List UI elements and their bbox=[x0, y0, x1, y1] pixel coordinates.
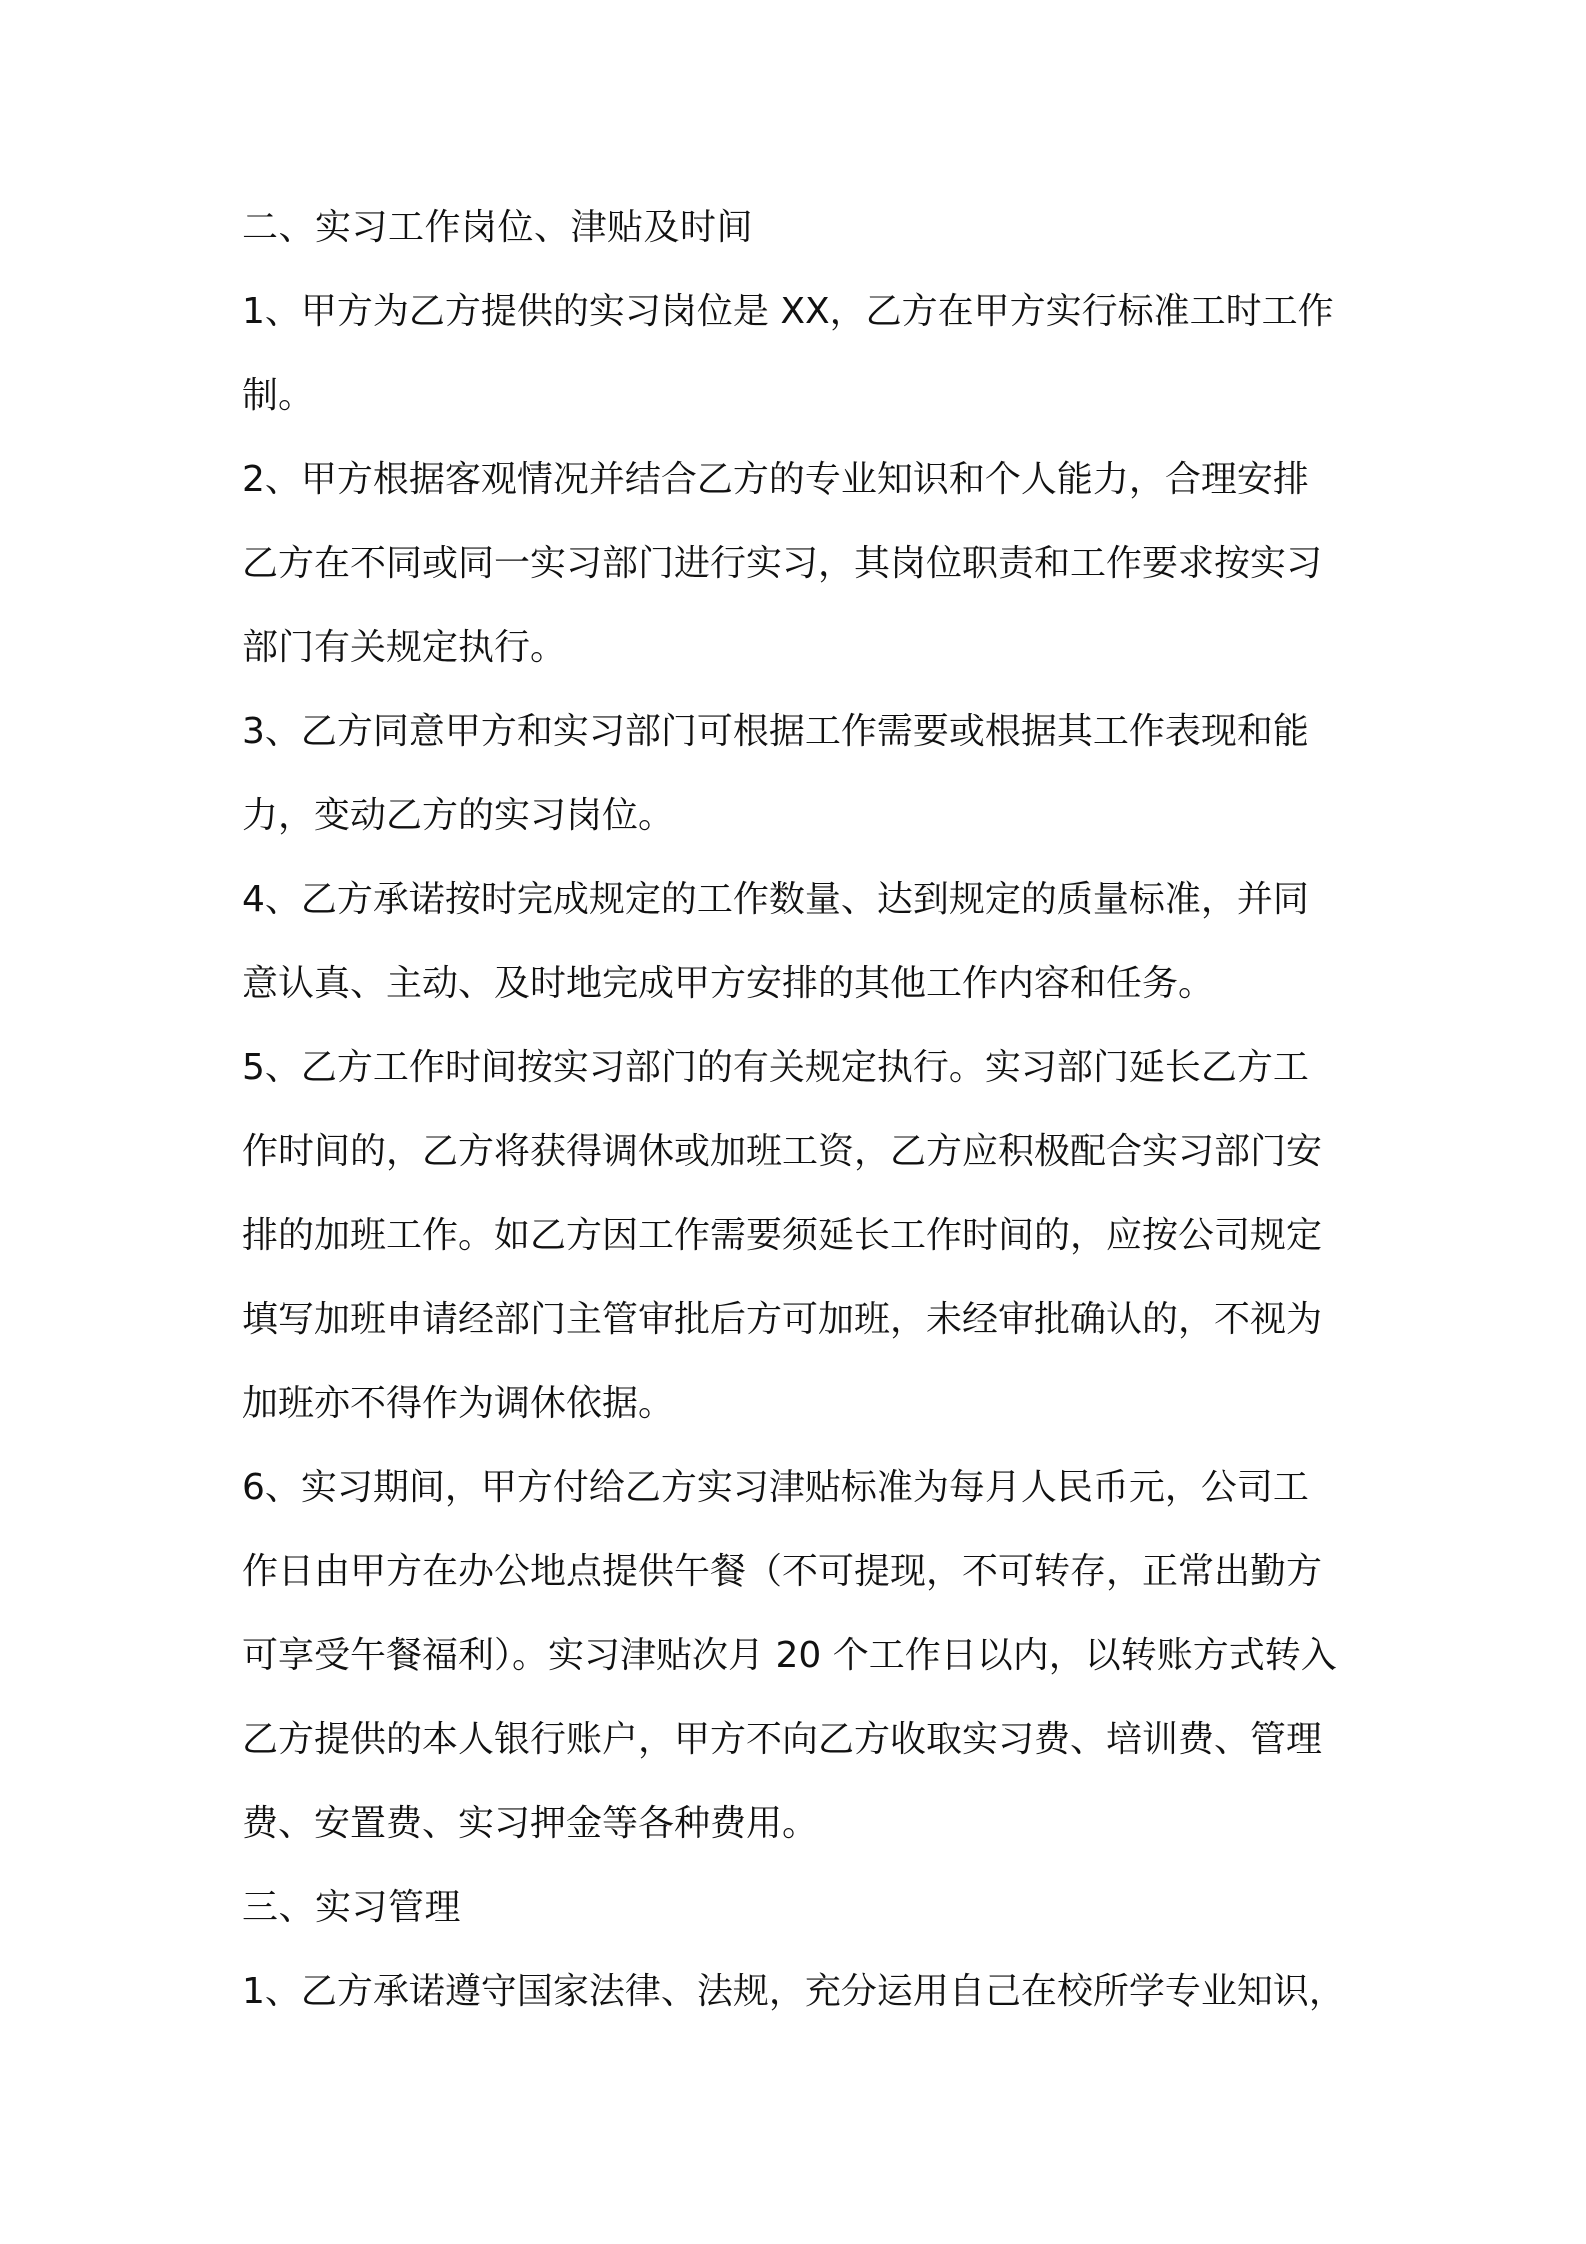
paragraph-line: 排的加班工作。如乙方因工作需要须延长工作时间的，应按公司规定 bbox=[242, 1215, 1323, 1256]
paragraph-line: 3、乙方同意甲方和实习部门可根据工作需要或根据其工作表现和能 bbox=[242, 711, 1309, 752]
paragraph-line: 作日由甲方在办公地点提供午餐（不可提现，不可转存，正常出勤方 bbox=[242, 1551, 1323, 1592]
paragraph-line: 乙方提供的本人银行账户，甲方不向乙方收取实习费、培训费、管理 bbox=[242, 1719, 1323, 1760]
paragraph-line: 加班亦不得作为调休依据。 bbox=[242, 1383, 675, 1424]
paragraph-line: 2、甲方根据客观情况并结合乙方的专业知识和个人能力，合理安排 bbox=[242, 459, 1309, 500]
paragraph-line: 乙方在不同或同一实习部门进行实习，其岗位职责和工作要求按实习 bbox=[242, 543, 1323, 584]
paragraph-line: 意认真、主动、及时地完成甲方安排的其他工作内容和任务。 bbox=[242, 963, 1215, 1004]
paragraph-line: 力，变动乙方的实习岗位。 bbox=[242, 795, 675, 836]
paragraph-line: 1、甲方为乙方提供的实习岗位是 XX，乙方在甲方实行标准工时工作 bbox=[242, 291, 1334, 332]
paragraph-line: 填写加班申请经部门主管审批后方可加班，未经审批确认的，不视为 bbox=[242, 1299, 1323, 1340]
paragraph-line: 6、实习期间，甲方付给乙方实习津贴标准为每月人民币元，公司工 bbox=[242, 1467, 1309, 1508]
paragraph-line: 部门有关规定执行。 bbox=[242, 627, 567, 668]
document-body bbox=[242, 200, 1354, 2048]
paragraph-line: 费、安置费、实习押金等各种费用。 bbox=[242, 1803, 819, 1844]
paragraph-line: 5、乙方工作时间按实习部门的有关规定执行。实习部门延长乙方工 bbox=[242, 1047, 1309, 1088]
paragraph-line: 可享受午餐福利）。实习津贴次月 20 个工作日以内，以转账方式转入 bbox=[242, 1635, 1337, 1676]
paragraph-line: 作时间的，乙方将获得调休或加班工资，乙方应积极配合实习部门安 bbox=[242, 1131, 1323, 1172]
section-heading-2: 二、实习工作岗位、津贴及时间 bbox=[242, 207, 754, 248]
section-heading-3: 三、实习管理 bbox=[242, 1887, 462, 1928]
paragraph-line: 4、乙方承诺按时完成规定的工作数量、达到规定的质量标准，并同 bbox=[242, 879, 1309, 920]
paragraph-line: 制。 bbox=[242, 375, 315, 416]
paragraph-line: 1、乙方承诺遵守国家法律、法规，充分运用自己在校所学专业知识， bbox=[242, 1971, 1345, 2012]
